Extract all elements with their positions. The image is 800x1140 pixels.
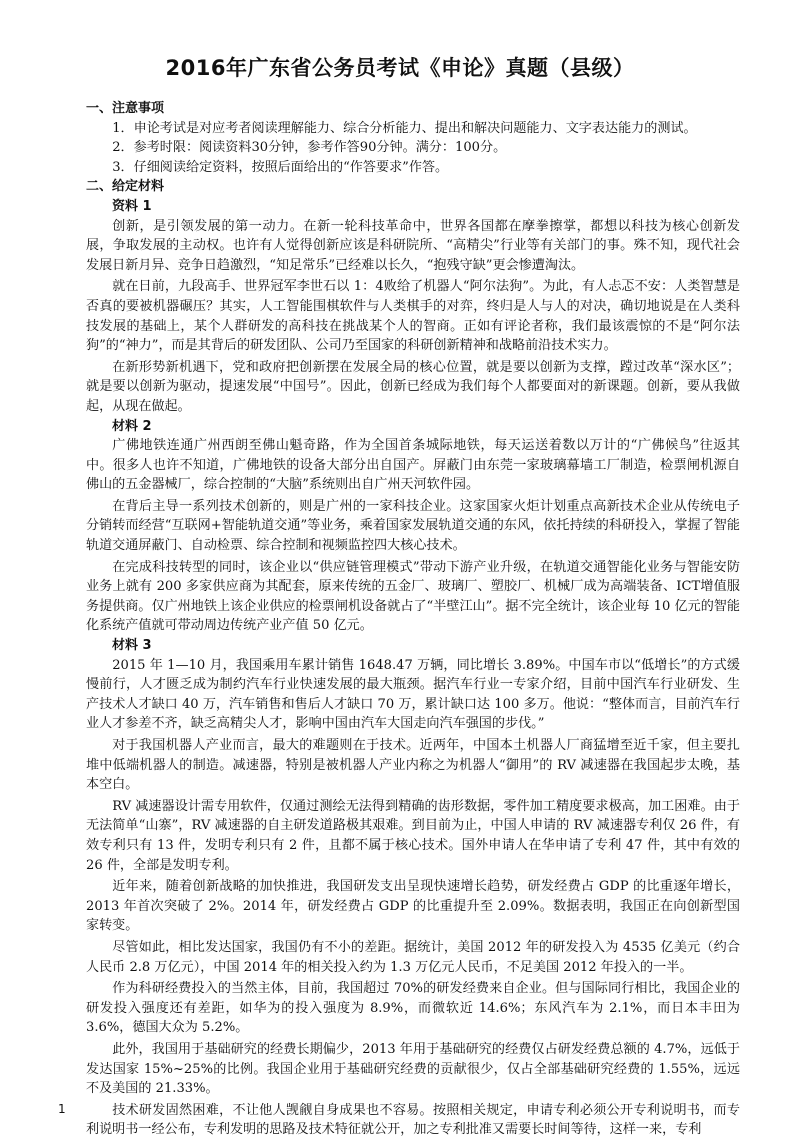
document-title: 2016年广东省公务员考试《申论》真题（县级） [165, 56, 635, 80]
material-2-paragraph: 在完成科技转型的同时，该企业以“供应链管理模式”带动下游产业升级，在轨道交通智能化业务与智能安防业务上就有 200 多家供应商为其配套，原来传统的五金厂、玻璃厂、塑胶厂、机械厂成为高端装备、ICT增值服务提供商。仅广州地铁上该企业供应的检票闸机设备就占了“半壁江山”。据不完全统计，该企业每 10 亿元的智能化系统产值就可带动周边传统产业产值 50 亿元。 [86, 559, 740, 634]
section-heading-materials: 二、给定材料 [86, 179, 165, 195]
note-item: 1．申论考试是对应考者阅读理解能力、综合分析能力、提出和解决问题能力、文字表达能力的测试。 [112, 120, 697, 136]
material-3-paragraph: 尽管如此，相比发达国家，我国仍有不小的差距。据统计，美国 2012 年的研发投入为 4535 亿美元（约合人民币 2.8 万亿元），中国 2014 年的相关投入约为 1.3 万亿元人民币，不足美国 2012 年投入的一半。 [86, 939, 740, 975]
material-2-paragraph: 在背后主导一系列技术创新的，则是广州的一家科技企业。这家国家火炬计划重点高新技术企业从传统电子分销转而经营“互联网+智能轨道交通”等业务，乘着国家发展轨道交通的东风，依托持续的科研投入，掌握了智能轨道交通屏蔽门、自动检票、综合控制和视频监控四大核心技术。 [86, 498, 740, 554]
material-1-paragraph: 在新形势新机遇下，党和政府把创新摆在发展全局的核心位置，就是要以创新为支撑，蹚过改革“深水区”；就是要以创新为驱动，提速发展“中国号”。因此，创新已经成为我们每个人都要面对的新课题。创新，要从我做起，从现在做起。 [86, 359, 740, 414]
material-3-paragraph: 作为科研经费投入的当然主体，目前，我国超过 70%的研发经费来自企业。但与国际同行相比，我国企业的研发投入强度还有差距，如华为的投入强度为 8.9%，而微软近 14.6%；东风汽车为 2.1%，而日本丰田为 3.6%，德国大众为 5.2%。 [86, 981, 740, 1036]
note-item: 3．仔细阅读给定资料，按照后面给出的“作答要求”作答。 [112, 159, 449, 175]
material-3-paragraph: 此外，我国用于基础研究的经费长期偏少，2013 年用于基础研究的经费仅占研发经费总额的 4.7%，远低于发达国家 15%~25%的比例。我国企业用于基础研究经费的贡献很少，仅占全部基础研究经费的 1.55%，远远不及美国的 21.33%。 [86, 1041, 740, 1097]
material-1-heading: 资料 1 [112, 198, 152, 214]
material-3-paragraph: 技术研发固然困难，不让他人觊觎自身成果也不容易。按照相关规定，申请专利必须公开专利说明书，而专利说明书一经公布，专利发明的思路及技术特征就公开，加之专利批准又需要长时间等待，这样一来，专利 [86, 1102, 740, 1138]
section-heading-notes: 一、注意事项 [86, 101, 165, 116]
material-2-paragraph: 广佛地铁连通广州西朗至佛山魁奇路，作为全国首条城际地铁，每天运送着数以万计的“广佛候鸟”往返其中。很多人也许不知道，广佛地铁的设备大部分出自国产。屏蔽门由东莞一家玻璃幕墙工厂制造，检票闸机源自佛山的五金器械厂，综合控制的“大脑”系统则出自广州天河软件园。 [86, 438, 740, 493]
material-2-heading: 材料 2 [112, 418, 152, 434]
material-3-paragraph: 对于我国机器人产业而言，最大的难题则在于技术。近两年，中国本土机器人厂商猛增至近千家，但主要扎堆中低端机器人的制造。减速器，特别是被机器人产业内称之为机器人“御用”的 RV 减速器在我国起步太晚，基本空白。 [86, 738, 740, 793]
document-body [86, 99, 740, 1140]
material-1-paragraph: 创新，是引领发展的第一动力。在新一轮科技革命中，世界各国都在摩拳擦掌，都想以科技为核心创新发展，争取发展的主动权。也许有人觉得创新应该是科研院所、“高精尖”行业等有关部门的事。殊不知，现代社会发展日新月异、竞争日趋激烈，“知足常乐”已经难以长久，“抱残守缺”更会惨遭淘汰。 [86, 218, 740, 273]
page-number: 1 [58, 1102, 66, 1116]
material-3-heading: 材料 3 [112, 638, 152, 654]
material-3-paragraph: RV 减速器设计需专用软件，仅通过测绘无法得到精确的齿形数据，零件加工精度要求极高，加工困难。由于无法简单“山寨”，RV 减速器的自主研发道路极其艰难。到目前为止，中国人申请的 RV 减速器专利仅 26 件，有效专利只有 13 件，发明专利只有 2 件，且都不属于核心技术。国外申请人在华申请了专利 47 件，其中有效的 26 件，全部是发明专利。 [86, 798, 740, 873]
note-item: 2．参考时限：阅读资料30分钟，参考作答90分钟。满分：100分。 [112, 140, 507, 156]
material-1-paragraph: 就在日前，九段高手、世界冠军李世石以 1：4败给了机器人“阿尔法狗”。为此，有人忐忑不安：人类智慧是否真的要被机器碾压？其实，人工智能围棋软件与人类棋手的对弈，终归是人与人的对决，确切地说是在人类科技发展的基础上，某个人群研发的高科技在挑战某个人的智商。正如有评论者称，我们最该震惊的不是“阿尔法狗”的“神力”，而是其背后的研发团队、公司乃至国家的科研创新精神和战略前沿技术实力。 [86, 279, 740, 354]
material-3-paragraph: 2015 年 1—10 月，我国乘用车累计销售 1648.47 万辆，同比增长 3.89%。中国车市以“低增长”的方式缓慢前行，人才匮乏成为制约汽车行业快速发展的最大瓶颈。据汽车行业一专家介绍，目前中国汽车行业研发、生产技术人才缺口 40 万，汽车销售和售后人才缺口 70 万，累计缺口达 100 多万。他说：“整体而言，目前汽车行业人才参差不齐，缺乏高精尖人才，影响中国由汽车大国走向汽车强国的步伐。” [86, 657, 740, 732]
material-3-paragraph: 近年来，随着创新战略的加快推进，我国研发支出呈现快速增长趋势，研发经费占 GDP 的比重逐年增长，2013 年首次突破了 2%。2014 年，研发经费占 GDP 的比重提升至 2.09%。数据表明，我国正在向创新型国家转变。 [86, 879, 740, 934]
